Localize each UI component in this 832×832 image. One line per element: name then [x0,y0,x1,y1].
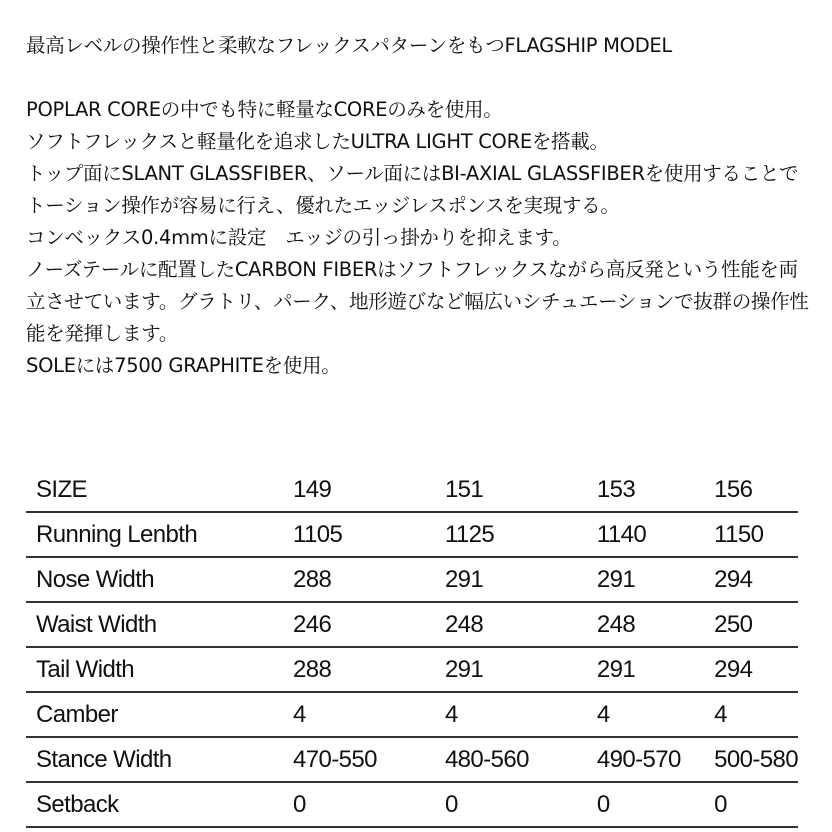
table-row [26,468,798,512]
table-cell: 4 [283,692,435,737]
table-row [26,737,798,782]
table-cell: 291 [435,557,587,602]
table-cell: 0 [587,782,704,827]
row-label: Tail Width [26,647,283,692]
row-label: Running Lenbth [26,512,283,557]
description-paragraph: コンベックス0.4mmに設定 エッジの引っ掛かりを抑えます。 [26,226,572,249]
table-cell: 480-560 [435,737,587,782]
table-cell: 1150 [704,512,798,557]
table-row [26,512,798,557]
table-cell: 4 [587,692,704,737]
description-paragraph: トップ面にSLANT GLASSFIBER、ソール面にはBI-AXIAL GLASSFIBERを使用することでトーション操作が容易に行え、優れたエッジレスポンスを実現する。 [26,162,799,217]
description-paragraph: SOLEには7500 GRAPHITEを使用。 [26,354,341,377]
table-cell: 470-550 [283,737,435,782]
table-cell: 291 [587,557,704,602]
row-label: Waist Width [26,602,283,647]
table-cell: 0 [283,782,435,827]
table-row [26,692,798,737]
table-row [26,782,798,827]
spec-table [26,468,798,828]
table-cell: 1140 [587,512,704,557]
row-label: Camber [26,692,283,737]
table-cell: 490-570 [587,737,704,782]
table-row [26,602,798,647]
table-cell: 156 [704,468,798,512]
table-cell: 1105 [283,512,435,557]
table-cell: 248 [587,602,704,647]
table-cell: 0 [704,782,798,827]
table-cell: 1125 [435,512,587,557]
table-cell: 250 [704,602,798,647]
table-cell: 0 [435,782,587,827]
table-cell: 294 [704,647,798,692]
table-cell: 149 [283,468,435,512]
table-cell: 4 [704,692,798,737]
description-paragraph: ソフトフレックスと軽量化を追求したULTRA LIGHT COREを搭載。 [26,130,609,153]
row-label: SIZE [26,468,283,512]
row-label: Nose Width [26,557,283,602]
table-cell: 248 [435,602,587,647]
table-cell: 294 [704,557,798,602]
row-label: Setback [26,782,283,827]
table-cell: 291 [587,647,704,692]
table-cell: 151 [435,468,587,512]
description-paragraph: ノーズテールに配置したCARBON FIBERはソフトフレックスながら高反発という性能を両立させています。グラトリ、パーク、地形遊びなど幅広いシチュエーションで抜群の操作性能を発揮します。 [26,258,809,345]
table-cell: 500-580 [704,737,798,782]
table-cell: 153 [587,468,704,512]
table-cell: 4 [435,692,587,737]
table-row [26,557,798,602]
table-row [26,647,798,692]
table-cell: 288 [283,647,435,692]
table-cell: 291 [435,647,587,692]
table-cell: 246 [283,602,435,647]
description-paragraph: POPLAR COREの中でも特に軽量なCOREのみを使用。 [26,98,503,121]
row-label: Stance Width [26,737,283,782]
product-description [26,30,816,382]
headline: 最高レベルの操作性と柔軟なフレックスパターンをもつFLAGSHIP MODEL [26,34,672,57]
table-cell: 288 [283,557,435,602]
